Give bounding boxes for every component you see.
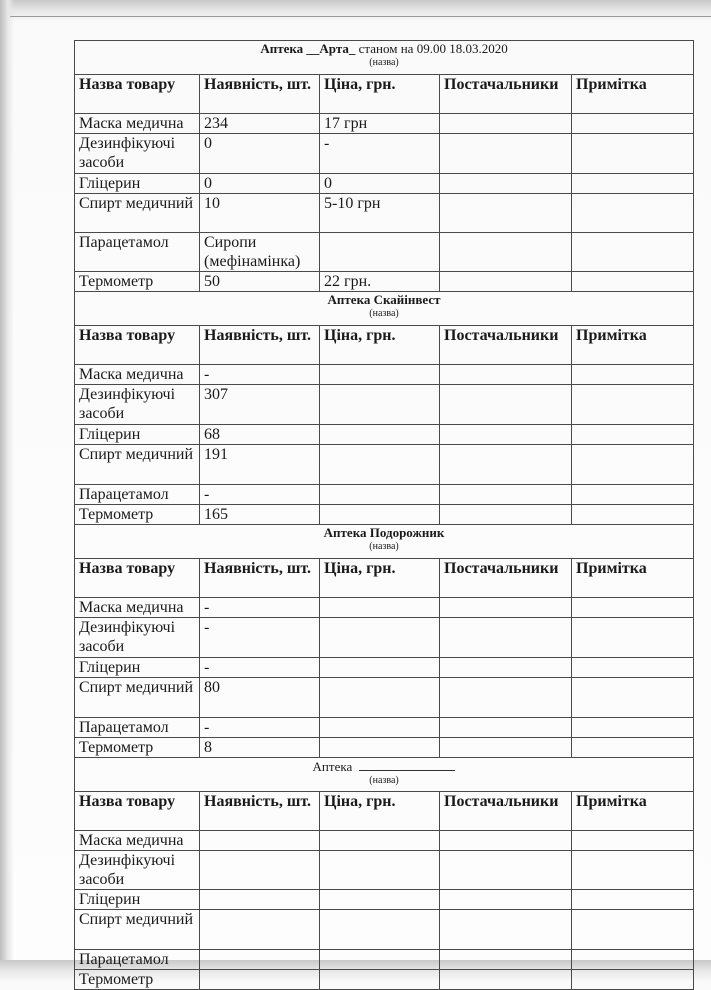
pharmacy-title-cell [75,41,694,75]
title-prefix: Аптека [260,41,304,56]
price-cell [320,851,440,890]
product-name-cell: Маска медична [75,831,200,851]
pharmacy-title [79,41,689,57]
price-cell [320,233,440,272]
name-caption: (назва) [369,775,399,786]
section-title-row [75,41,694,75]
product-name-cell: Гліцерин [75,174,200,194]
name-caption: (назва) [369,308,399,319]
quantity-cell [200,970,320,990]
pharmacy-title [79,292,689,308]
price-cell [320,970,440,990]
product-name-cell: Парацетамол [75,485,200,505]
price-cell: 22 грн. [320,272,440,292]
table-row [75,678,694,718]
note-cell [572,618,694,658]
product-name-cell: Парацетамол [75,718,200,738]
pharmacy-title [79,758,689,775]
suppliers-cell [440,598,572,618]
suppliers-cell [440,485,572,505]
column-header-product-name: Назва товару [75,326,200,365]
note-cell [572,970,694,990]
suppliers-cell [440,738,572,758]
price-cell [320,485,440,505]
product-name-cell: Спирт медичний [75,678,200,718]
section-title-row [75,292,694,326]
note-cell [572,738,694,758]
quantity-cell: - [200,618,320,658]
price-cell [320,505,440,525]
product-name-cell: Дезинфікуючі засоби [75,385,200,425]
product-name-cell: Спирт медичний [75,194,200,233]
suppliers-cell [440,233,572,272]
pharmacy-name-blank [359,758,455,771]
column-header-note: Примітка [572,75,694,114]
price-cell [320,910,440,950]
quantity-cell [200,851,320,890]
table-row [75,618,694,658]
table-row [75,970,694,990]
note-cell [572,365,694,385]
pharmacy-stock-table [74,40,694,990]
table-row [75,134,694,174]
note-cell [572,910,694,950]
suppliers-cell [440,970,572,990]
quantity-cell: 307 [200,385,320,425]
table-row [75,233,694,272]
product-name-cell: Гліцерин [75,658,200,678]
table-row [75,890,694,910]
column-header-note: Примітка [572,559,694,598]
note-cell [572,233,694,272]
quantity-cell: 10 [200,194,320,233]
suppliers-cell [440,385,572,425]
table-row [75,445,694,485]
note-cell [572,134,694,174]
product-name-cell: Спирт медичний [75,910,200,950]
product-name-cell: Термометр [75,505,200,525]
product-name-cell: Термометр [75,272,200,292]
price-cell [320,365,440,385]
suppliers-cell [440,831,572,851]
price-cell: - [320,134,440,174]
price-cell [320,738,440,758]
name-caption: (назва) [369,57,399,68]
note-cell [572,425,694,445]
suppliers-cell [440,174,572,194]
column-header-suppliers: Постачальники [440,559,572,598]
note-cell [572,194,694,233]
quantity-cell: - [200,718,320,738]
suppliers-cell [440,678,572,718]
quantity-cell: - [200,365,320,385]
suppliers-cell [440,272,572,292]
quantity-cell: 191 [200,445,320,485]
suppliers-cell [440,910,572,950]
note-cell [572,385,694,425]
suppliers-cell [440,365,572,385]
section-title-row [75,525,694,559]
quantity-cell [200,890,320,910]
table-row [75,738,694,758]
product-name-cell: Дезинфікуючі засоби [75,134,200,174]
pharmacy-name: Аптека Скайінвест [327,292,441,307]
quantity-cell: 0 [200,174,320,194]
title-prefix: Аптека [312,759,353,774]
column-header-product-name: Назва товару [75,75,200,114]
price-cell [320,425,440,445]
suppliers-cell [440,114,572,134]
suppliers-cell [440,445,572,485]
column-header-note: Примітка [572,326,694,365]
table-row [75,365,694,385]
product-name-cell: Гліцерин [75,890,200,910]
suppliers-cell [440,890,572,910]
table-row [75,114,694,134]
note-cell [572,718,694,738]
price-cell: 0 [320,174,440,194]
suppliers-cell [440,718,572,738]
price-cell [320,445,440,485]
column-header-price: Ціна, грн. [320,792,440,831]
column-header-product-name: Назва товару [75,792,200,831]
note-cell [572,598,694,618]
table-row [75,174,694,194]
product-name-cell: Парацетамол [75,950,200,970]
column-header-product-name: Назва товару [75,559,200,598]
pharmacy-title-cell [75,292,694,326]
quantity-cell: Сиропи (мефінамінка) [200,233,320,272]
quantity-cell: 68 [200,425,320,445]
note-cell [572,658,694,678]
column-header-price: Ціна, грн. [320,75,440,114]
column-header-suppliers: Постачальники [440,792,572,831]
table-row [75,718,694,738]
column-header-quantity: Наявність, шт. [200,326,320,365]
suppliers-cell [440,194,572,233]
table-row [75,831,694,851]
column-header-row [75,75,694,114]
product-name-cell: Маска медична [75,598,200,618]
product-name-cell: Маска медична [75,114,200,134]
table-row [75,658,694,678]
price-cell [320,831,440,851]
price-cell [320,385,440,425]
table-row [75,910,694,950]
product-name-cell: Спирт медичний [75,445,200,485]
quantity-cell: 165 [200,505,320,525]
table-row [75,272,694,292]
quantity-cell: - [200,485,320,505]
report-timestamp: станом на 09.00 18.03.2020 [358,41,508,56]
pharmacy-title-cell [75,758,694,792]
pharmacy-name: __Арта_ [306,41,356,56]
suppliers-cell [440,851,572,890]
product-name-cell: Дезинфікуючі засоби [75,618,200,658]
product-name-cell: Дезинфікуючі засоби [75,851,200,890]
column-header-row [75,326,694,365]
note-cell [572,272,694,292]
note-cell [572,851,694,890]
note-cell [572,890,694,910]
note-cell [572,485,694,505]
quantity-cell: - [200,658,320,678]
suppliers-cell [440,134,572,174]
table-row [75,505,694,525]
column-header-quantity: Наявність, шт. [200,792,320,831]
product-name-cell: Гліцерин [75,425,200,445]
column-header-note: Примітка [572,792,694,831]
column-header-price: Ціна, грн. [320,559,440,598]
product-name-cell: Парацетамол [75,233,200,272]
column-header-price: Ціна, грн. [320,326,440,365]
suppliers-cell [440,505,572,525]
quantity-cell: 8 [200,738,320,758]
table-row [75,194,694,233]
table-row [75,485,694,505]
price-cell: 17 грн [320,114,440,134]
column-header-row [75,792,694,831]
quantity-cell [200,831,320,851]
column-header-suppliers: Постачальники [440,326,572,365]
price-cell [320,678,440,718]
price-cell: 5-10 грн [320,194,440,233]
page-shadow-left [0,0,14,960]
column-header-suppliers: Постачальники [440,75,572,114]
price-cell [320,658,440,678]
page-top-edge [10,16,711,17]
price-cell [320,598,440,618]
pharmacy-name: Аптека Подорожник [323,525,445,540]
price-cell [320,890,440,910]
price-cell [320,618,440,658]
note-cell [572,445,694,485]
suppliers-cell [440,425,572,445]
suppliers-cell [440,618,572,658]
section-title-row [75,758,694,792]
note-cell [572,831,694,851]
note-cell [572,505,694,525]
suppliers-cell [440,658,572,678]
quantity-cell [200,910,320,950]
table-row [75,385,694,425]
name-caption: (назва) [369,541,399,552]
price-cell [320,718,440,738]
quantity-cell: 0 [200,134,320,174]
quantity-cell: 234 [200,114,320,134]
note-cell [572,114,694,134]
quantity-cell: 80 [200,678,320,718]
note-cell [572,678,694,718]
table-row [75,598,694,618]
quantity-cell: 50 [200,272,320,292]
column-header-quantity: Наявність, шт. [200,559,320,598]
column-header-row [75,559,694,598]
pharmacy-title-cell [75,525,694,559]
quantity-cell: - [200,598,320,618]
table-row [75,851,694,890]
table-row [75,425,694,445]
product-name-cell: Термометр [75,970,200,990]
pharmacy-title [79,525,689,541]
note-cell [572,174,694,194]
column-header-quantity: Наявність, шт. [200,75,320,114]
product-name-cell: Термометр [75,738,200,758]
product-name-cell: Маска медична [75,365,200,385]
